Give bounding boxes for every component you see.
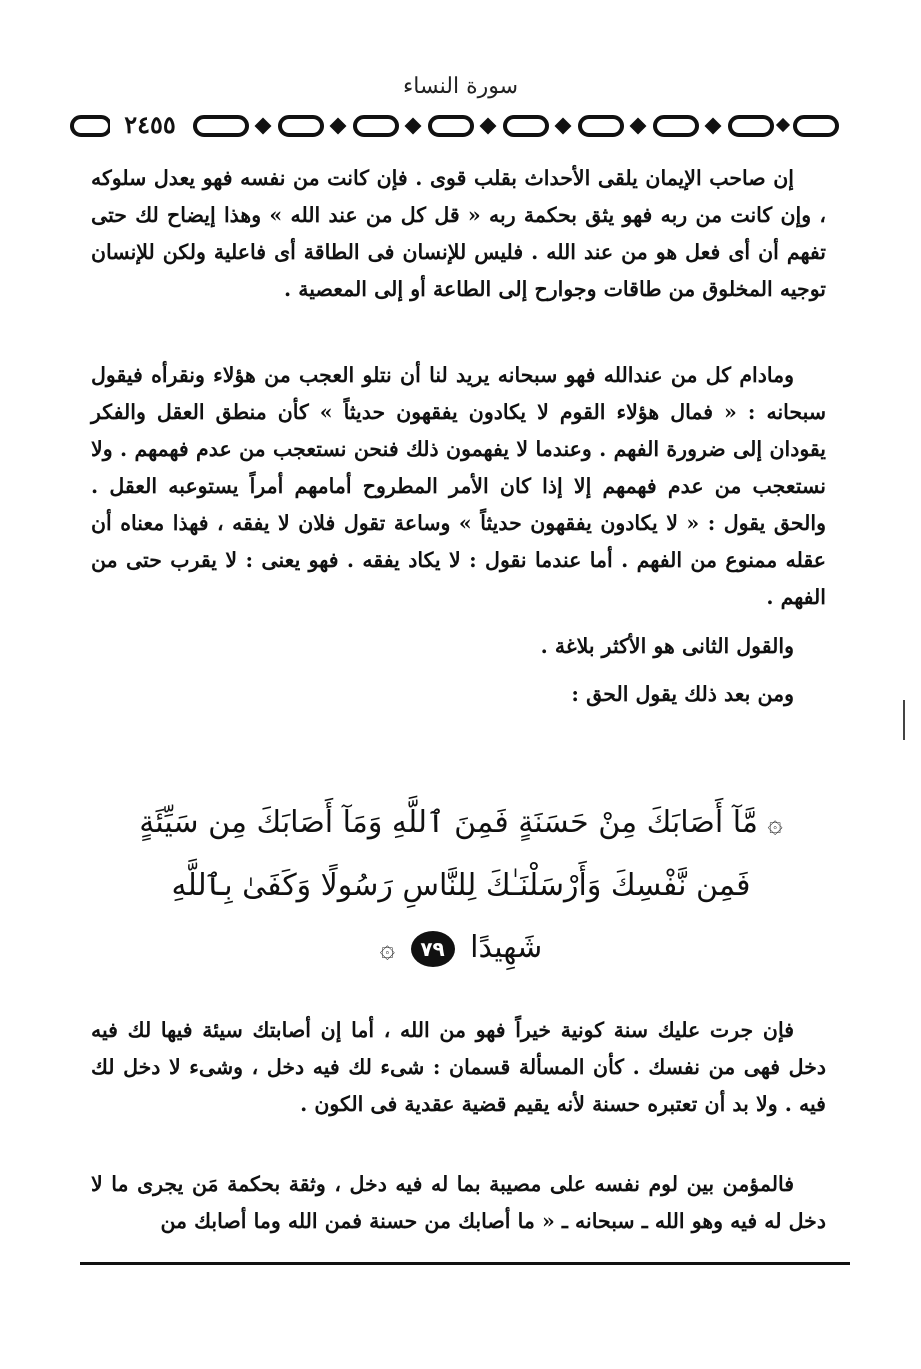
paragraph-text: والقول الثانى هو الأكثر بلاغة . — [540, 634, 794, 658]
verse-open-ornament-icon: ۞ — [767, 809, 783, 839]
paragraph-text: ومادام كل من عندالله فهو سبحانه يريد لنا أن نتلو العجب من هؤلاء ونقرأه فيقول سبحانه : « فمال هؤلاء القوم لا يكادون يفقهون حديثاً » كأن منطق العقل والفكر يقودان إلى ضرورة الفهم . وعندما لا يفهمون ذلك فنحن نستعجب من عدم فهمهم . ولا نستعجب من عدم فهمهم إلا إذا كان الأمر المطروح أمامهم أمراً يستوعبه العقل . والحق يقول : « لا يكادون يفقهون حديثاً » وساعة تقول فلان لا يفقه ، فهذا معناه أن عقله ممنوع من الفهم . أما عندما نقول : لا يكاد يفقه . فهو يعنى : لا يقرب حتى من الفهم . — [91, 363, 826, 609]
margin-mark — [903, 700, 905, 740]
verse-close-ornament-icon: ۞ — [379, 934, 396, 964]
paragraph-4 — [91, 676, 826, 713]
verse-line-3 — [91, 917, 831, 980]
surah-title: سورة النساء — [402, 74, 519, 99]
quran-verse — [91, 792, 831, 980]
paragraph-text: إن صاحب الإيمان يلقى الأحداث بقلب قوى . فإن كانت من نفسه فهو يعدل سلوكه ، وإن كانت من ربه فهو يثق بحكمة ربه « قل كل من عند الله » وهذا إيضاح لك حتى تفهم أن أى فعل هو من عند الله . فليس للإنسان فى الطاقة أى فاعلية ولكن للإنسان توجيه المخلوق من طاقات وجوارح إلى الطاعة أو إلى المعصية . — [91, 166, 826, 301]
page-number: ٢٤٥٥ — [110, 110, 190, 140]
verse-text: مَّآ أَصَابَكَ مِنْ حَسَنَةٍ فَمِنَ ٱللَّهِ وَمَآ أَصَابَكَ مِن سَيِّئَةٍ — [139, 805, 758, 840]
verse-line-2: فَمِن نَّفْسِكَ وَأَرْسَلْنَـٰكَ لِلنَّاسِ رَسُولًا وَكَفَىٰ بِٱللَّهِ — [171, 868, 751, 903]
paragraph-6 — [91, 1166, 826, 1240]
paragraph-text: ومن بعد ذلك يقول الحق : — [571, 682, 794, 706]
paragraph-2 — [91, 357, 826, 616]
paragraph-3 — [91, 628, 826, 665]
footer-rule — [80, 1262, 850, 1265]
paragraph-text: فالمؤمن بين لوم نفسه على مصيبة بما له فيه دخل ، وثقة بحكمة مَن يجرى ما لا دخل له فيه وهو الله ـ سبحانه ـ « ما أصابك من حسنة فمن الله وما أصابك من — [91, 1172, 826, 1233]
verse-text: شَهِيدًا — [470, 930, 543, 965]
paragraph-1 — [91, 160, 826, 308]
paragraph-5 — [91, 1012, 826, 1123]
verse-line-1 — [91, 792, 831, 855]
paragraph-text: فإن جرت عليك سنة كونية خيراً فهو من الله ، أما إن أصابتك سيئة فيها لك فيه دخل فهى من نفسك . كأن المسألة قسمان : شىء لك فيه دخل ، وشىء لا دخل لك فيه . ولا بد أن تعتبره حسنة لأنه يقيم قضية عقدية فى الكون . — [91, 1018, 826, 1116]
ayah-number-badge: ٧٩ — [411, 931, 455, 967]
